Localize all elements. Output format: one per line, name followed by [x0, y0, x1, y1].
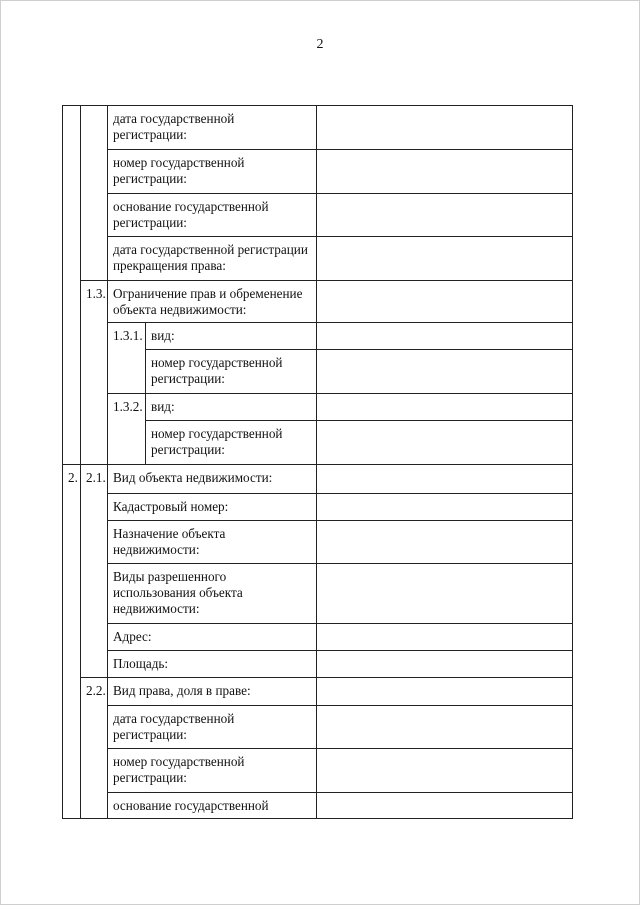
col-sub-number: [81, 106, 108, 281]
table-row: [63, 793, 573, 819]
field-label: Площадь:: [108, 651, 317, 678]
field-label: основание государственной: [108, 793, 317, 819]
field-label: Виды разрешенного использования объекта недвижимости:: [108, 564, 317, 624]
col-main-number: [63, 106, 81, 465]
field-value: [317, 749, 573, 793]
row-number: 1.3.: [81, 281, 108, 465]
table-row: [63, 564, 573, 624]
field-label: номер государственной регистрации:: [108, 150, 317, 194]
field-label: дата государственной регистрации:: [108, 706, 317, 749]
page-number: 2: [316, 37, 324, 52]
field-label: вид:: [146, 394, 317, 421]
row-number: 2.2.: [81, 678, 108, 819]
table-row: [63, 651, 573, 678]
field-value: [317, 465, 573, 494]
field-value: [317, 793, 573, 819]
field-label: основание государственной регистрации:: [108, 194, 317, 237]
field-value: [317, 678, 573, 706]
table-row: [63, 106, 573, 150]
table-row: [63, 521, 573, 564]
table-row: [63, 150, 573, 194]
field-label: Вид права, доля в праве:: [108, 678, 317, 706]
row-number: 2.: [63, 465, 81, 819]
field-label: дата государственной регистрации прекращения права:: [108, 237, 317, 281]
table-row: [63, 706, 573, 749]
field-label: номер государственной регистрации:: [146, 350, 317, 394]
table-row: [63, 494, 573, 521]
row-number: 2.1.: [81, 465, 108, 678]
field-value: [317, 323, 573, 350]
field-value: [317, 521, 573, 564]
field-value: [317, 706, 573, 749]
field-value: [317, 281, 573, 323]
field-value: [317, 394, 573, 421]
field-label: Кадастровый номер:: [108, 494, 317, 521]
field-value: [317, 194, 573, 237]
field-value: [317, 651, 573, 678]
field-value: [317, 237, 573, 281]
form-table: [62, 105, 573, 819]
field-value: [317, 564, 573, 624]
table-row: [63, 281, 573, 323]
field-label: Вид объекта недвижимости:: [108, 465, 317, 494]
field-label: Адрес:: [108, 624, 317, 651]
field-label: номер государственной регистрации:: [108, 749, 317, 793]
field-value: [317, 150, 573, 194]
field-label: Назначение объекта недвижимости:: [108, 521, 317, 564]
field-label: Ограничение прав и обременение объекта недвижимости:: [108, 281, 317, 323]
table-row: [63, 624, 573, 651]
table-row: [63, 678, 573, 706]
field-value: [317, 494, 573, 521]
table-row: [63, 394, 573, 421]
table-row: [63, 749, 573, 793]
field-value: [317, 624, 573, 651]
field-value: [317, 106, 573, 150]
table-row: [63, 323, 573, 350]
row-number: 1.3.1.: [108, 323, 146, 394]
field-value: [317, 421, 573, 465]
row-number: 1.3.2.: [108, 394, 146, 465]
table-row: [63, 237, 573, 281]
field-label: номер государственной регистрации:: [146, 421, 317, 465]
table-row: [63, 194, 573, 237]
table-row: [63, 465, 573, 494]
field-label: вид:: [146, 323, 317, 350]
field-value: [317, 350, 573, 394]
field-label: дата государственной регистрации:: [108, 106, 317, 150]
